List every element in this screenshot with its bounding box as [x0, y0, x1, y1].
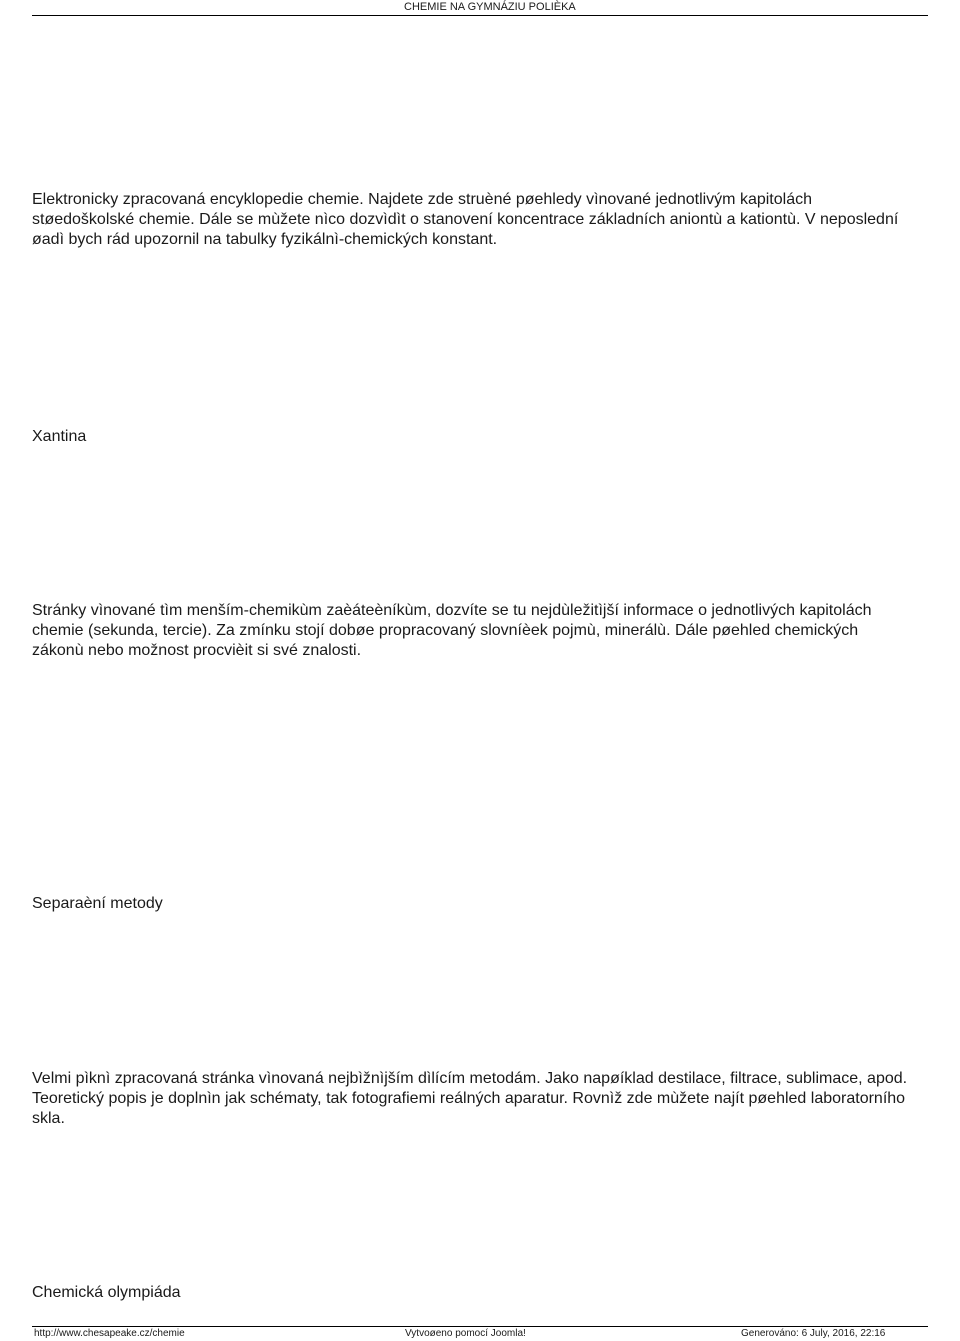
description-line: Stránky vìnované tìm menším-chemikùm zaèáteèníkùm, dozvíte se tu nejdùležitìjší informace o jednotlivých kapitolách: [32, 602, 872, 619]
header-divider: [32, 15, 928, 16]
description-line: Velmi pìknì zpracovaná stránka vìnovaná nejbìžnìjším dìlícím metodám. Jako napøíklad destilace, filtrace, sublimace, apod.: [32, 1070, 908, 1087]
link-title-xantina[interactable]: Xantina: [32, 428, 87, 445]
intro-description: [32, 190, 958, 250]
page-header: [0, 0, 960, 16]
footer-generated: Generováno: 6 July, 2016, 22:16: [741, 1328, 886, 1339]
footer-credit: Vytvoøeno pomocí Joomla!: [405, 1328, 526, 1339]
link-title-separacni-metody[interactable]: Separaèní metody: [32, 895, 163, 912]
footer-divider: [32, 1326, 928, 1327]
description-line: støedoškolské chemie. Dále se mùžete nìco dozvìdìt o stanovení koncentrace základních aniontù a kationtù. V neposlední: [32, 211, 899, 228]
separacni-description: [32, 1069, 958, 1129]
description-line: skla.: [32, 1110, 65, 1127]
description-line: Teoretický popis je doplnìn jak schématy, tak fotografiemi reálných aparatur. Rovnìž zde mùžete najít pøehled laboratorního: [32, 1090, 906, 1107]
link-title-chemicka-olympiada[interactable]: Chemická olympiáda: [32, 1284, 181, 1301]
page-footer: [0, 1324, 960, 1341]
description-line: øadì bych rád upozornil na tabulky fyzikálnì-chemických konstant.: [32, 231, 498, 248]
description-line: zákonù nebo možnost procvièit si své znalosti.: [32, 642, 362, 659]
description-line: Elektronicky zpracovaná encyklopedie chemie. Najdete zde struèné pøehledy vìnované jednotlivým kapitolách: [32, 191, 812, 208]
xantina-description: [32, 601, 958, 661]
description-line: chemie (sekunda, tercie). Za zmínku stojí dobøe propracovaný slovníèek pojmù, minerálù. Dále pøehled chemických: [32, 622, 859, 639]
footer-url: http://www.chesapeake.cz/chemie: [34, 1328, 185, 1339]
site-title: CHEMIE NA GYMNÁZIU POLIÈKA: [404, 1, 576, 13]
